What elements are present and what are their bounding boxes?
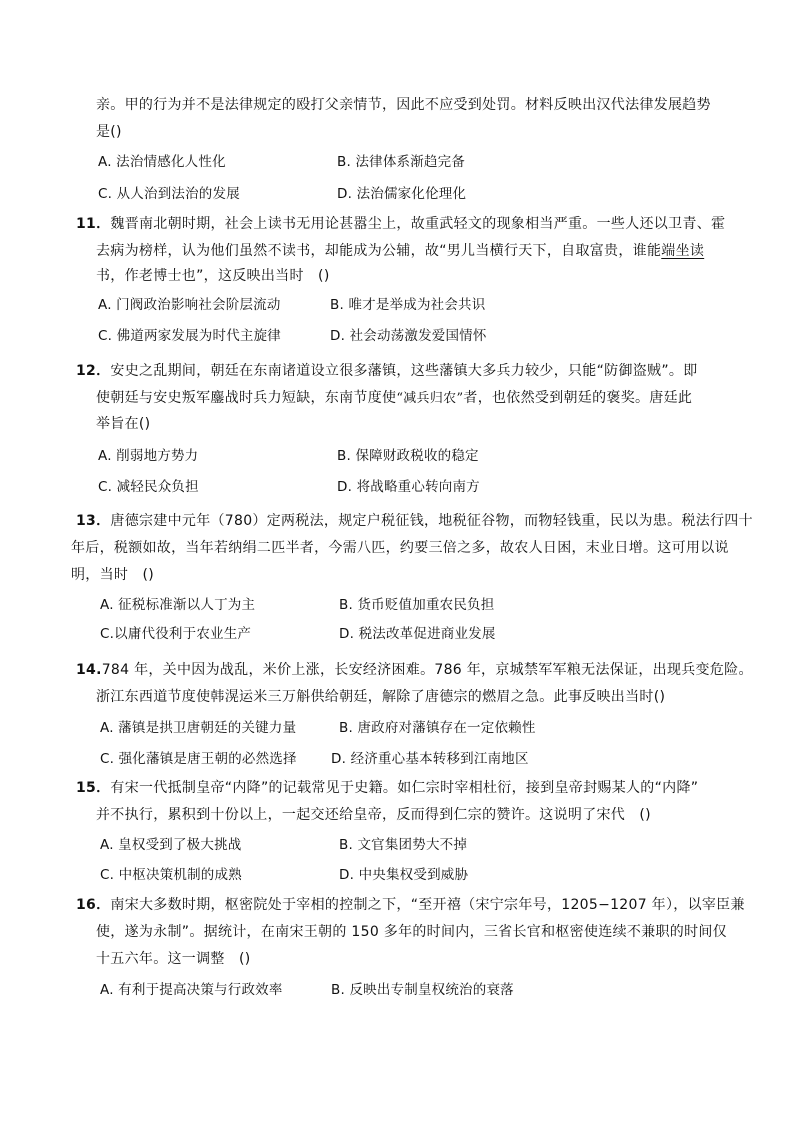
q11-stem-line [96, 241, 704, 261]
q14-stem-line: 浙江东西道节度使韩滉运米三万斛供给朝廷，解除了唐德宗的燃眉之急。此事反映出当时() [96, 689, 666, 705]
q15-option-a[interactable]: A. 皇权受到了极大挑战 [100, 837, 242, 853]
q12-option-c[interactable]: C. 减轻民众负担 [98, 479, 199, 495]
q15-stem-line: 并不执行，累积到十份以上，一起交还给皇帝，反而得到仁宗的赞许。这说明了宋代 () [96, 807, 651, 823]
q13-option-c[interactable]: C.以庸代役利于农业生产 [100, 626, 252, 642]
q12-option-b[interactable]: B. 保障财政税收的稳定 [337, 448, 479, 464]
q15-option-b[interactable]: B. 文官集团势大不掉 [339, 837, 468, 853]
q10-stem-line: 是() [96, 124, 122, 140]
q10-option-b[interactable]: B. 法律体系渐趋完备 [337, 154, 466, 170]
q16-number: 16． [76, 897, 111, 913]
q13-option-a[interactable]: A. 征税标准渐以人丁为主 [100, 597, 256, 613]
q14-option-c[interactable]: C. 强化藩镇是唐王朝的必然选择 [100, 751, 297, 767]
q15-text: 有宋一代抵制皇帝“内降”的记载常见于史籍。如仁宗时宰相杜衍，接到皇帝封赐某人的“内降” [110, 780, 699, 796]
q14-number: 14. [76, 662, 102, 678]
q15-number: 15． [76, 780, 111, 796]
q13-number: 13． [76, 513, 111, 529]
q12-option-a[interactable]: A. 削弱地方势力 [98, 448, 199, 464]
q12-stem-line [96, 388, 692, 409]
q12-text: 安史之乱期间，朝廷在东南诸道设立很多藩镇，这些藩镇大多兵力较少，只能“防御盗贼”。即 [110, 363, 698, 379]
q13-stem-line: 明，当时 () [71, 567, 155, 583]
q15-option-c[interactable]: C. 中枢决策机制的成熟 [100, 867, 242, 883]
q12-text: 使朝廷与安史叛军鏖战时兵力短缺，东南节度使 [96, 390, 397, 406]
q12-stem-line: 举旨在() [96, 416, 151, 432]
q12-text: 者，也依然受到朝廷的褒奖。唐廷此 [463, 390, 693, 406]
q11-option-d[interactable]: D. 社会动荡激发爱国情怀 [330, 328, 487, 344]
q11-option-c[interactable]: C. 佛道两家发展为时代主旋律 [98, 328, 282, 344]
q11-text: 去病为榜样，认为他们虽然不读书，却能成为公辅，故“男儿当横行天下，自取富贵，谁能 [96, 243, 662, 259]
q13-stem-line [76, 511, 753, 531]
q15-stem-line [76, 778, 698, 798]
q14-option-b[interactable]: B. 唐政府对藩镇存在一定依赖性 [339, 720, 536, 736]
q16-stem-line: 使，遂为永制”。据统计，在南宋王朝的 150 多年的时间内，三省长官和枢密使连续不兼职的时间仅 [96, 924, 727, 940]
q13-option-b[interactable]: B. 货币贬值加重农民负担 [339, 597, 495, 613]
q13-stem-line: 年后，税额如故，当年若纳绢二匹半者，今需八匹，约要三倍之多，故农人日困，末业日增。这可用以说 [71, 540, 729, 556]
q16-text: 南宋大多数时期，枢密院处于宰相的控制之下，“至开禧（宋宁宗年号，1205−1207 年），以宰臣兼 [110, 897, 745, 913]
q10-option-d[interactable]: D. 法治儒家化伦理化 [337, 186, 467, 202]
q14-option-a[interactable]: A. 藩镇是拱卫唐朝廷的关键力量 [100, 720, 297, 736]
q11-number: 11． [76, 216, 111, 232]
q10-option-a[interactable]: A. 法治情感化人性化 [98, 154, 226, 170]
q13-text: 唐德宗建中元年（780）定两税法，规定户税征钱，地税征谷物，而物轻钱重，民以为患。税法行四十 [110, 513, 753, 529]
q16-option-b[interactable]: B. 反映出专制皇权统治的衰落 [331, 982, 514, 998]
q11-stem-line: 书，作老博士也”，这反映出当时 () [96, 268, 330, 284]
q14-stem-line [76, 660, 753, 680]
q11-underlined-text: 端坐读 [661, 243, 705, 259]
q16-option-a[interactable]: A. 有利于提高决策与行政效率 [100, 982, 283, 998]
q11-text: 魏晋南北朝时期，社会上读书无用论甚嚣尘上，故重武轻文的现象相当严重。一些人还以卫青、霍 [110, 216, 726, 232]
q11-option-b[interactable]: B. 唯才是举成为社会共识 [330, 297, 486, 313]
q15-option-d[interactable]: D. 中央集权受到威胁 [339, 867, 469, 883]
q11-option-a[interactable]: A. 门阀政治影响社会阶层流动 [98, 297, 281, 313]
q14-option-d[interactable]: D. 经济重心基本转移到江南地区 [331, 751, 529, 767]
q10-option-c[interactable]: C. 从人治到法治的发展 [98, 186, 240, 202]
q14-text: 784 年，关中因为战乱，米价上涨，长安经济困难。786 年，京城禁军军粮无法保证，出现兵变危险。 [101, 662, 753, 678]
q12-quote: “减兵归农” [396, 391, 464, 406]
q11-stem-line [76, 214, 725, 234]
q16-stem-line [76, 895, 745, 915]
q13-option-d[interactable]: D. 税法改革促进商业发展 [339, 626, 496, 642]
q12-stem-line [76, 361, 698, 381]
q12-number: 12． [76, 363, 111, 379]
q12-option-d[interactable]: D. 将战略重心转向南方 [337, 479, 480, 495]
q16-stem-line: 十五六年。这一调整 () [96, 951, 251, 967]
q10-stem-line: 亲。甲的行为并不是法律规定的殴打父亲情节，因此不应受到处罚。材料反映出汉代法律发展趋势 [96, 97, 711, 113]
